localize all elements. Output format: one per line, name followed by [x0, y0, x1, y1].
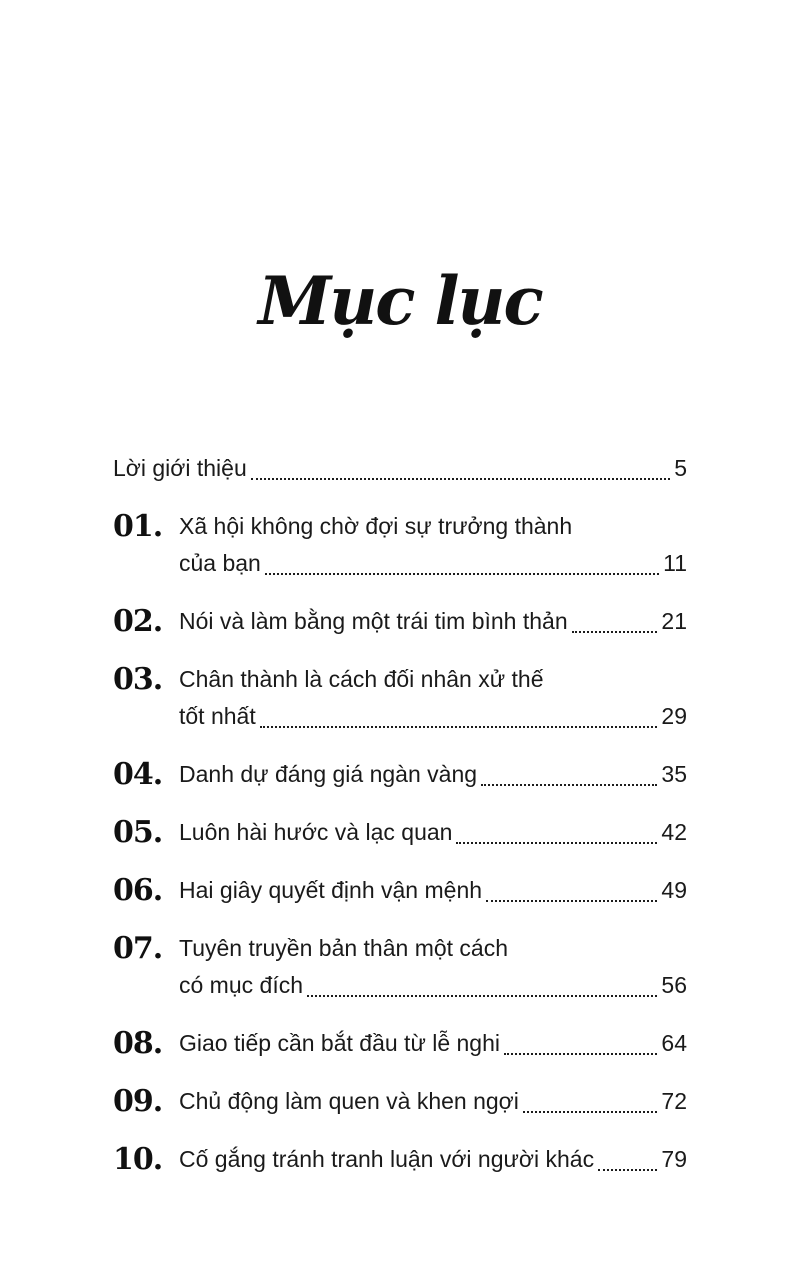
entry-number: 08. — [113, 1026, 163, 1061]
entry-title: Hai giây quyết định vận mệnh — [179, 877, 483, 903]
entry-line — [179, 1141, 687, 1178]
entry-body — [179, 756, 687, 793]
entry-body — [179, 1141, 687, 1178]
toc-entry — [113, 872, 687, 909]
dot-leader — [598, 1169, 657, 1171]
entry-number: 09. — [113, 1084, 163, 1119]
entry-title-continued: của bạn — [179, 550, 261, 576]
toc-entry — [113, 1083, 687, 1120]
entry-number: 02. — [113, 604, 163, 639]
entry-title: Cố gắng tránh tranh luận với người khác — [179, 1146, 595, 1172]
entry-number: 06. — [113, 873, 163, 908]
entry-number: 03. — [113, 662, 163, 697]
page-number: 79 — [661, 1146, 687, 1172]
entry-line — [179, 930, 687, 967]
dot-leader — [572, 631, 658, 633]
entry-line — [179, 603, 687, 640]
toc-entry — [113, 603, 687, 640]
entry-body — [179, 814, 687, 851]
toc-entry — [113, 661, 687, 735]
page-number: 42 — [661, 819, 687, 845]
entry-body — [179, 661, 687, 735]
toc-entry — [113, 814, 687, 851]
entry-title-continued: có mục đích — [179, 972, 303, 998]
dot-leader — [486, 900, 657, 902]
page-number: 11 — [663, 550, 687, 576]
entry-body — [179, 1083, 687, 1120]
entry-number: 05. — [113, 815, 163, 850]
page-number: 21 — [661, 608, 687, 634]
entry-title: Chủ động làm quen và khen ngợi — [179, 1088, 519, 1114]
entry-number: 07. — [113, 931, 163, 966]
entry-line — [179, 1083, 687, 1120]
page-number: 5 — [674, 455, 687, 481]
entry-title: Giao tiếp cần bắt đầu từ lễ nghi — [179, 1030, 501, 1056]
dot-leader — [481, 784, 657, 786]
dot-leader — [251, 478, 670, 480]
dot-leader — [265, 573, 659, 575]
entry-line — [179, 756, 687, 793]
entry-line — [179, 872, 687, 909]
entry-title-continued: tốt nhất — [179, 703, 256, 729]
entry-title: Luôn hài hước và lạc quan — [179, 819, 453, 845]
toc-entry — [113, 450, 687, 487]
entry-body — [179, 1025, 687, 1062]
toc-entry — [113, 930, 687, 1004]
page-number: 49 — [661, 877, 687, 903]
page-number: 35 — [661, 761, 687, 787]
dot-leader — [307, 995, 657, 997]
page-number: 56 — [661, 972, 687, 998]
entry-body — [179, 872, 687, 909]
entry-body — [179, 603, 687, 640]
entry-line — [179, 698, 687, 735]
dot-leader — [260, 726, 658, 728]
toc-entry — [113, 1025, 687, 1062]
page-number: 29 — [661, 703, 687, 729]
entry-title: Chân thành là cách đối nhân xử thế — [179, 666, 544, 692]
entry-line — [179, 508, 687, 545]
dot-leader — [504, 1053, 657, 1055]
entry-body — [113, 450, 687, 487]
toc-entry — [113, 756, 687, 793]
entry-line — [179, 967, 687, 1004]
page-title: Mục lục — [258, 262, 542, 340]
toc-entry — [113, 1141, 687, 1178]
dot-leader — [523, 1111, 658, 1113]
table-of-contents — [113, 450, 687, 1178]
entry-line — [179, 545, 687, 582]
entry-title: Lời giới thiệu — [113, 455, 247, 481]
entry-number: 10. — [113, 1142, 163, 1177]
page-number: 72 — [661, 1088, 687, 1114]
page-number: 64 — [661, 1030, 687, 1056]
entry-body — [179, 508, 687, 582]
entry-line — [179, 661, 687, 698]
entry-number: 04. — [113, 757, 163, 792]
entry-title: Xã hội không chờ đợi sự trưởng thành — [179, 513, 573, 539]
entry-title: Nói và làm bằng một trái tim bình thản — [179, 608, 568, 634]
entry-line — [179, 814, 687, 851]
toc-entry — [113, 508, 687, 582]
entry-line — [113, 450, 687, 487]
entry-title: Danh dự đáng giá ngàn vàng — [179, 761, 478, 787]
entry-body — [179, 930, 687, 1004]
entry-title: Tuyên truyền bản thân một cách — [179, 935, 509, 961]
entry-number: 01. — [113, 509, 163, 544]
entry-line — [179, 1025, 687, 1062]
dot-leader — [456, 842, 657, 844]
